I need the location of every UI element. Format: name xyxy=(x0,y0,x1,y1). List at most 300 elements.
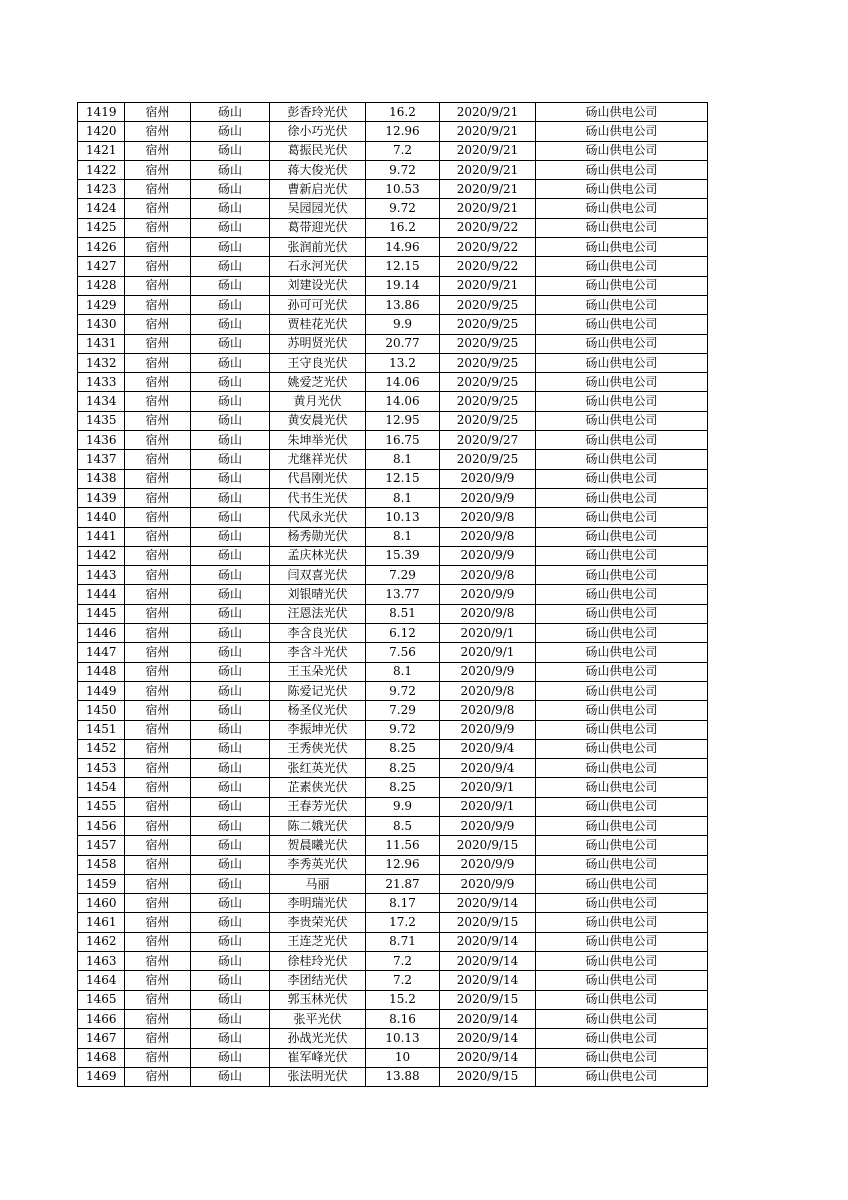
cell-county: 砀山 xyxy=(191,411,270,430)
cell-date: 2020/9/21 xyxy=(440,180,536,199)
cell-city: 宿州 xyxy=(125,566,191,585)
cell-company: 砀山供电公司 xyxy=(536,874,708,893)
cell-row-number: 1441 xyxy=(78,527,125,546)
cell-company: 砀山供电公司 xyxy=(536,836,708,855)
cell-row-number: 1423 xyxy=(78,180,125,199)
cell-city: 宿州 xyxy=(125,720,191,739)
cell-company: 砀山供电公司 xyxy=(536,334,708,353)
cell-city: 宿州 xyxy=(125,373,191,392)
cell-city: 宿州 xyxy=(125,431,191,450)
table-row xyxy=(78,585,708,604)
cell-project-name: 姚爱芝光伏 xyxy=(270,373,366,392)
cell-city: 宿州 xyxy=(125,257,191,276)
table-row xyxy=(78,874,708,893)
cell-row-number: 1440 xyxy=(78,508,125,527)
cell-city: 宿州 xyxy=(125,160,191,179)
table-row xyxy=(78,103,708,122)
cell-row-number: 1434 xyxy=(78,392,125,411)
cell-company: 砀山供电公司 xyxy=(536,797,708,816)
cell-row-number: 1439 xyxy=(78,488,125,507)
table-row xyxy=(78,836,708,855)
cell-row-number: 1427 xyxy=(78,257,125,276)
cell-city: 宿州 xyxy=(125,990,191,1009)
cell-capacity: 13.88 xyxy=(366,1067,440,1086)
cell-date: 2020/9/22 xyxy=(440,257,536,276)
cell-project-name: 王玉朵光伏 xyxy=(270,662,366,681)
cell-county: 砀山 xyxy=(191,1067,270,1086)
cell-city: 宿州 xyxy=(125,874,191,893)
cell-date: 2020/9/25 xyxy=(440,411,536,430)
cell-row-number: 1446 xyxy=(78,624,125,643)
table-row xyxy=(78,681,708,700)
cell-capacity: 7.29 xyxy=(366,566,440,585)
cell-row-number: 1442 xyxy=(78,546,125,565)
cell-capacity: 17.2 xyxy=(366,913,440,932)
cell-project-name: 李含斗光伏 xyxy=(270,643,366,662)
cell-county: 砀山 xyxy=(191,874,270,893)
cell-city: 宿州 xyxy=(125,392,191,411)
cell-project-name: 张红英光伏 xyxy=(270,759,366,778)
cell-row-number: 1450 xyxy=(78,701,125,720)
table-row xyxy=(78,218,708,237)
data-table xyxy=(77,102,708,1087)
cell-project-name: 王连芝光伏 xyxy=(270,932,366,951)
table-row xyxy=(78,913,708,932)
cell-city: 宿州 xyxy=(125,739,191,758)
table-row xyxy=(78,932,708,951)
cell-capacity: 12.96 xyxy=(366,122,440,141)
cell-company: 砀山供电公司 xyxy=(536,141,708,160)
cell-city: 宿州 xyxy=(125,759,191,778)
table-row xyxy=(78,488,708,507)
cell-company: 砀山供电公司 xyxy=(536,122,708,141)
cell-company: 砀山供电公司 xyxy=(536,739,708,758)
cell-project-name: 吴园园光伏 xyxy=(270,199,366,218)
cell-date: 2020/9/14 xyxy=(440,952,536,971)
cell-county: 砀山 xyxy=(191,508,270,527)
cell-capacity: 8.51 xyxy=(366,604,440,623)
table-row xyxy=(78,566,708,585)
cell-city: 宿州 xyxy=(125,604,191,623)
cell-county: 砀山 xyxy=(191,952,270,971)
cell-city: 宿州 xyxy=(125,1067,191,1086)
cell-capacity: 7.2 xyxy=(366,141,440,160)
table-row xyxy=(78,431,708,450)
cell-county: 砀山 xyxy=(191,971,270,990)
cell-county: 砀山 xyxy=(191,643,270,662)
table-row xyxy=(78,701,708,720)
table-row xyxy=(78,1009,708,1028)
cell-row-number: 1457 xyxy=(78,836,125,855)
cell-capacity: 13.86 xyxy=(366,295,440,314)
cell-capacity: 12.95 xyxy=(366,411,440,430)
cell-row-number: 1428 xyxy=(78,276,125,295)
cell-city: 宿州 xyxy=(125,353,191,372)
cell-row-number: 1452 xyxy=(78,739,125,758)
cell-project-name: 刘银晴光伏 xyxy=(270,585,366,604)
cell-capacity: 9.72 xyxy=(366,199,440,218)
cell-row-number: 1444 xyxy=(78,585,125,604)
cell-capacity: 9.72 xyxy=(366,681,440,700)
cell-row-number: 1426 xyxy=(78,238,125,257)
cell-company: 砀山供电公司 xyxy=(536,624,708,643)
cell-county: 砀山 xyxy=(191,392,270,411)
cell-county: 砀山 xyxy=(191,1048,270,1067)
cell-company: 砀山供电公司 xyxy=(536,643,708,662)
cell-county: 砀山 xyxy=(191,1029,270,1048)
cell-company: 砀山供电公司 xyxy=(536,585,708,604)
cell-capacity: 13.2 xyxy=(366,353,440,372)
cell-county: 砀山 xyxy=(191,932,270,951)
cell-date: 2020/9/1 xyxy=(440,624,536,643)
cell-project-name: 张平光伏 xyxy=(270,1009,366,1028)
cell-date: 2020/9/8 xyxy=(440,604,536,623)
cell-city: 宿州 xyxy=(125,238,191,257)
cell-county: 砀山 xyxy=(191,701,270,720)
cell-date: 2020/9/22 xyxy=(440,218,536,237)
cell-company: 砀山供电公司 xyxy=(536,759,708,778)
cell-project-name: 尤继祥光伏 xyxy=(270,450,366,469)
cell-city: 宿州 xyxy=(125,624,191,643)
cell-capacity: 21.87 xyxy=(366,874,440,893)
cell-capacity: 14.06 xyxy=(366,373,440,392)
cell-row-number: 1460 xyxy=(78,894,125,913)
cell-capacity: 10.53 xyxy=(366,180,440,199)
cell-company: 砀山供电公司 xyxy=(536,508,708,527)
table-row xyxy=(78,624,708,643)
cell-city: 宿州 xyxy=(125,218,191,237)
cell-project-name: 王秀侠光伏 xyxy=(270,739,366,758)
cell-capacity: 11.56 xyxy=(366,836,440,855)
cell-company: 砀山供电公司 xyxy=(536,604,708,623)
cell-city: 宿州 xyxy=(125,971,191,990)
cell-county: 砀山 xyxy=(191,797,270,816)
cell-capacity: 9.72 xyxy=(366,720,440,739)
cell-project-name: 李明瑞光伏 xyxy=(270,894,366,913)
cell-row-number: 1448 xyxy=(78,662,125,681)
cell-project-name: 黄安晨光伏 xyxy=(270,411,366,430)
cell-capacity: 19.14 xyxy=(366,276,440,295)
cell-capacity: 16.75 xyxy=(366,431,440,450)
cell-row-number: 1465 xyxy=(78,990,125,1009)
cell-date: 2020/9/14 xyxy=(440,1029,536,1048)
cell-county: 砀山 xyxy=(191,527,270,546)
cell-row-number: 1421 xyxy=(78,141,125,160)
cell-capacity: 9.9 xyxy=(366,797,440,816)
cell-city: 宿州 xyxy=(125,450,191,469)
cell-date: 2020/9/22 xyxy=(440,238,536,257)
table-row xyxy=(78,141,708,160)
cell-city: 宿州 xyxy=(125,643,191,662)
cell-county: 砀山 xyxy=(191,739,270,758)
cell-project-name: 徐桂玲光伏 xyxy=(270,952,366,971)
table-row xyxy=(78,353,708,372)
cell-company: 砀山供电公司 xyxy=(536,373,708,392)
cell-date: 2020/9/15 xyxy=(440,836,536,855)
cell-capacity: 8.25 xyxy=(366,759,440,778)
cell-project-name: 李秀英光伏 xyxy=(270,855,366,874)
cell-company: 砀山供电公司 xyxy=(536,681,708,700)
cell-city: 宿州 xyxy=(125,797,191,816)
cell-row-number: 1447 xyxy=(78,643,125,662)
cell-row-number: 1438 xyxy=(78,469,125,488)
cell-date: 2020/9/9 xyxy=(440,874,536,893)
cell-capacity: 12.96 xyxy=(366,855,440,874)
cell-date: 2020/9/9 xyxy=(440,585,536,604)
cell-date: 2020/9/1 xyxy=(440,797,536,816)
cell-project-name: 陈二娥光伏 xyxy=(270,816,366,835)
cell-capacity: 7.2 xyxy=(366,971,440,990)
table-row xyxy=(78,180,708,199)
cell-capacity: 8.25 xyxy=(366,778,440,797)
cell-date: 2020/9/8 xyxy=(440,681,536,700)
cell-project-name: 代昌刚光伏 xyxy=(270,469,366,488)
cell-company: 砀山供电公司 xyxy=(536,411,708,430)
cell-city: 宿州 xyxy=(125,103,191,122)
cell-date: 2020/9/25 xyxy=(440,392,536,411)
cell-row-number: 1431 xyxy=(78,334,125,353)
cell-row-number: 1462 xyxy=(78,932,125,951)
cell-project-name: 陈爱记光伏 xyxy=(270,681,366,700)
cell-project-name: 贾桂花光伏 xyxy=(270,315,366,334)
cell-city: 宿州 xyxy=(125,527,191,546)
table-row xyxy=(78,720,708,739)
cell-project-name: 刘建设光伏 xyxy=(270,276,366,295)
cell-city: 宿州 xyxy=(125,141,191,160)
cell-row-number: 1458 xyxy=(78,855,125,874)
cell-company: 砀山供电公司 xyxy=(536,1048,708,1067)
cell-project-name: 贺晨曦光伏 xyxy=(270,836,366,855)
cell-date: 2020/9/27 xyxy=(440,431,536,450)
cell-county: 砀山 xyxy=(191,373,270,392)
cell-company: 砀山供电公司 xyxy=(536,932,708,951)
cell-company: 砀山供电公司 xyxy=(536,662,708,681)
cell-date: 2020/9/15 xyxy=(440,913,536,932)
cell-row-number: 1456 xyxy=(78,816,125,835)
cell-capacity: 14.96 xyxy=(366,238,440,257)
cell-company: 砀山供电公司 xyxy=(536,566,708,585)
cell-project-name: 葛振民光伏 xyxy=(270,141,366,160)
cell-city: 宿州 xyxy=(125,778,191,797)
cell-row-number: 1429 xyxy=(78,295,125,314)
table-row xyxy=(78,257,708,276)
cell-date: 2020/9/15 xyxy=(440,1067,536,1086)
cell-capacity: 8.17 xyxy=(366,894,440,913)
cell-county: 砀山 xyxy=(191,681,270,700)
cell-county: 砀山 xyxy=(191,913,270,932)
cell-company: 砀山供电公司 xyxy=(536,546,708,565)
table-row xyxy=(78,122,708,141)
cell-capacity: 15.39 xyxy=(366,546,440,565)
cell-city: 宿州 xyxy=(125,122,191,141)
cell-company: 砀山供电公司 xyxy=(536,720,708,739)
cell-company: 砀山供电公司 xyxy=(536,971,708,990)
cell-company: 砀山供电公司 xyxy=(536,1067,708,1086)
cell-city: 宿州 xyxy=(125,894,191,913)
cell-row-number: 1437 xyxy=(78,450,125,469)
cell-city: 宿州 xyxy=(125,411,191,430)
cell-company: 砀山供电公司 xyxy=(536,488,708,507)
table-row xyxy=(78,450,708,469)
cell-county: 砀山 xyxy=(191,566,270,585)
cell-capacity: 7.56 xyxy=(366,643,440,662)
table-row xyxy=(78,160,708,179)
cell-date: 2020/9/1 xyxy=(440,643,536,662)
cell-county: 砀山 xyxy=(191,103,270,122)
cell-capacity: 7.29 xyxy=(366,701,440,720)
cell-city: 宿州 xyxy=(125,488,191,507)
cell-date: 2020/9/4 xyxy=(440,759,536,778)
cell-county: 砀山 xyxy=(191,276,270,295)
table-row xyxy=(78,392,708,411)
table-row xyxy=(78,952,708,971)
cell-company: 砀山供电公司 xyxy=(536,527,708,546)
cell-county: 砀山 xyxy=(191,816,270,835)
cell-county: 砀山 xyxy=(191,488,270,507)
table-row xyxy=(78,315,708,334)
cell-project-name: 李贵荣光伏 xyxy=(270,913,366,932)
cell-row-number: 1453 xyxy=(78,759,125,778)
cell-city: 宿州 xyxy=(125,681,191,700)
cell-project-name: 王春芳光伏 xyxy=(270,797,366,816)
cell-county: 砀山 xyxy=(191,855,270,874)
cell-company: 砀山供电公司 xyxy=(536,103,708,122)
cell-city: 宿州 xyxy=(125,315,191,334)
cell-city: 宿州 xyxy=(125,816,191,835)
cell-county: 砀山 xyxy=(191,431,270,450)
cell-company: 砀山供电公司 xyxy=(536,450,708,469)
cell-county: 砀山 xyxy=(191,894,270,913)
cell-row-number: 1430 xyxy=(78,315,125,334)
cell-company: 砀山供电公司 xyxy=(536,257,708,276)
cell-capacity: 10 xyxy=(366,1048,440,1067)
cell-county: 砀山 xyxy=(191,585,270,604)
table-row xyxy=(78,971,708,990)
cell-date: 2020/9/25 xyxy=(440,353,536,372)
cell-capacity: 12.15 xyxy=(366,257,440,276)
cell-city: 宿州 xyxy=(125,1048,191,1067)
cell-capacity: 9.9 xyxy=(366,315,440,334)
cell-row-number: 1443 xyxy=(78,566,125,585)
table-row xyxy=(78,1029,708,1048)
table-row xyxy=(78,199,708,218)
cell-capacity: 8.1 xyxy=(366,450,440,469)
cell-date: 2020/9/8 xyxy=(440,566,536,585)
cell-row-number: 1469 xyxy=(78,1067,125,1086)
cell-city: 宿州 xyxy=(125,469,191,488)
cell-project-name: 彭香玲光伏 xyxy=(270,103,366,122)
cell-row-number: 1449 xyxy=(78,681,125,700)
table-row xyxy=(78,469,708,488)
cell-row-number: 1463 xyxy=(78,952,125,971)
cell-date: 2020/9/14 xyxy=(440,932,536,951)
cell-project-name: 葛带迎光伏 xyxy=(270,218,366,237)
cell-row-number: 1451 xyxy=(78,720,125,739)
cell-county: 砀山 xyxy=(191,720,270,739)
cell-date: 2020/9/8 xyxy=(440,527,536,546)
table-row xyxy=(78,295,708,314)
cell-row-number: 1424 xyxy=(78,199,125,218)
cell-capacity: 13.77 xyxy=(366,585,440,604)
cell-city: 宿州 xyxy=(125,855,191,874)
cell-city: 宿州 xyxy=(125,180,191,199)
cell-county: 砀山 xyxy=(191,624,270,643)
table-row xyxy=(78,238,708,257)
cell-city: 宿州 xyxy=(125,932,191,951)
cell-project-name: 张润前光伏 xyxy=(270,238,366,257)
cell-capacity: 7.2 xyxy=(366,952,440,971)
cell-capacity: 8.16 xyxy=(366,1009,440,1028)
cell-capacity: 8.5 xyxy=(366,816,440,835)
cell-date: 2020/9/21 xyxy=(440,141,536,160)
cell-city: 宿州 xyxy=(125,546,191,565)
cell-project-name: 曹新启光伏 xyxy=(270,180,366,199)
cell-company: 砀山供电公司 xyxy=(536,238,708,257)
table-row xyxy=(78,604,708,623)
table-body xyxy=(78,103,708,1087)
table-row xyxy=(78,1048,708,1067)
cell-city: 宿州 xyxy=(125,508,191,527)
table-row xyxy=(78,990,708,1009)
cell-row-number: 1436 xyxy=(78,431,125,450)
cell-row-number: 1461 xyxy=(78,913,125,932)
cell-county: 砀山 xyxy=(191,257,270,276)
cell-county: 砀山 xyxy=(191,218,270,237)
cell-county: 砀山 xyxy=(191,334,270,353)
cell-project-name: 张法明光伏 xyxy=(270,1067,366,1086)
cell-row-number: 1455 xyxy=(78,797,125,816)
cell-row-number: 1459 xyxy=(78,874,125,893)
cell-capacity: 14.06 xyxy=(366,392,440,411)
cell-capacity: 8.1 xyxy=(366,527,440,546)
cell-project-name: 闫双喜光伏 xyxy=(270,566,366,585)
cell-date: 2020/9/21 xyxy=(440,160,536,179)
cell-date: 2020/9/25 xyxy=(440,450,536,469)
cell-date: 2020/9/21 xyxy=(440,199,536,218)
cell-capacity: 15.2 xyxy=(366,990,440,1009)
cell-row-number: 1467 xyxy=(78,1029,125,1048)
cell-company: 砀山供电公司 xyxy=(536,276,708,295)
cell-city: 宿州 xyxy=(125,836,191,855)
cell-date: 2020/9/21 xyxy=(440,276,536,295)
cell-company: 砀山供电公司 xyxy=(536,952,708,971)
table-row xyxy=(78,894,708,913)
cell-date: 2020/9/14 xyxy=(440,1048,536,1067)
cell-date: 2020/9/21 xyxy=(440,122,536,141)
cell-capacity: 8.1 xyxy=(366,662,440,681)
cell-company: 砀山供电公司 xyxy=(536,431,708,450)
cell-project-name: 李含良光伏 xyxy=(270,624,366,643)
table-row xyxy=(78,759,708,778)
cell-company: 砀山供电公司 xyxy=(536,199,708,218)
cell-city: 宿州 xyxy=(125,662,191,681)
cell-project-name: 郭玉林光伏 xyxy=(270,990,366,1009)
cell-date: 2020/9/9 xyxy=(440,720,536,739)
cell-county: 砀山 xyxy=(191,295,270,314)
cell-city: 宿州 xyxy=(125,295,191,314)
table-row xyxy=(78,662,708,681)
cell-capacity: 6.12 xyxy=(366,624,440,643)
cell-project-name: 马丽 xyxy=(270,874,366,893)
cell-date: 2020/9/9 xyxy=(440,546,536,565)
cell-capacity: 10.13 xyxy=(366,508,440,527)
cell-row-number: 1468 xyxy=(78,1048,125,1067)
cell-row-number: 1422 xyxy=(78,160,125,179)
cell-county: 砀山 xyxy=(191,1009,270,1028)
cell-date: 2020/9/14 xyxy=(440,971,536,990)
cell-company: 砀山供电公司 xyxy=(536,778,708,797)
cell-company: 砀山供电公司 xyxy=(536,295,708,314)
